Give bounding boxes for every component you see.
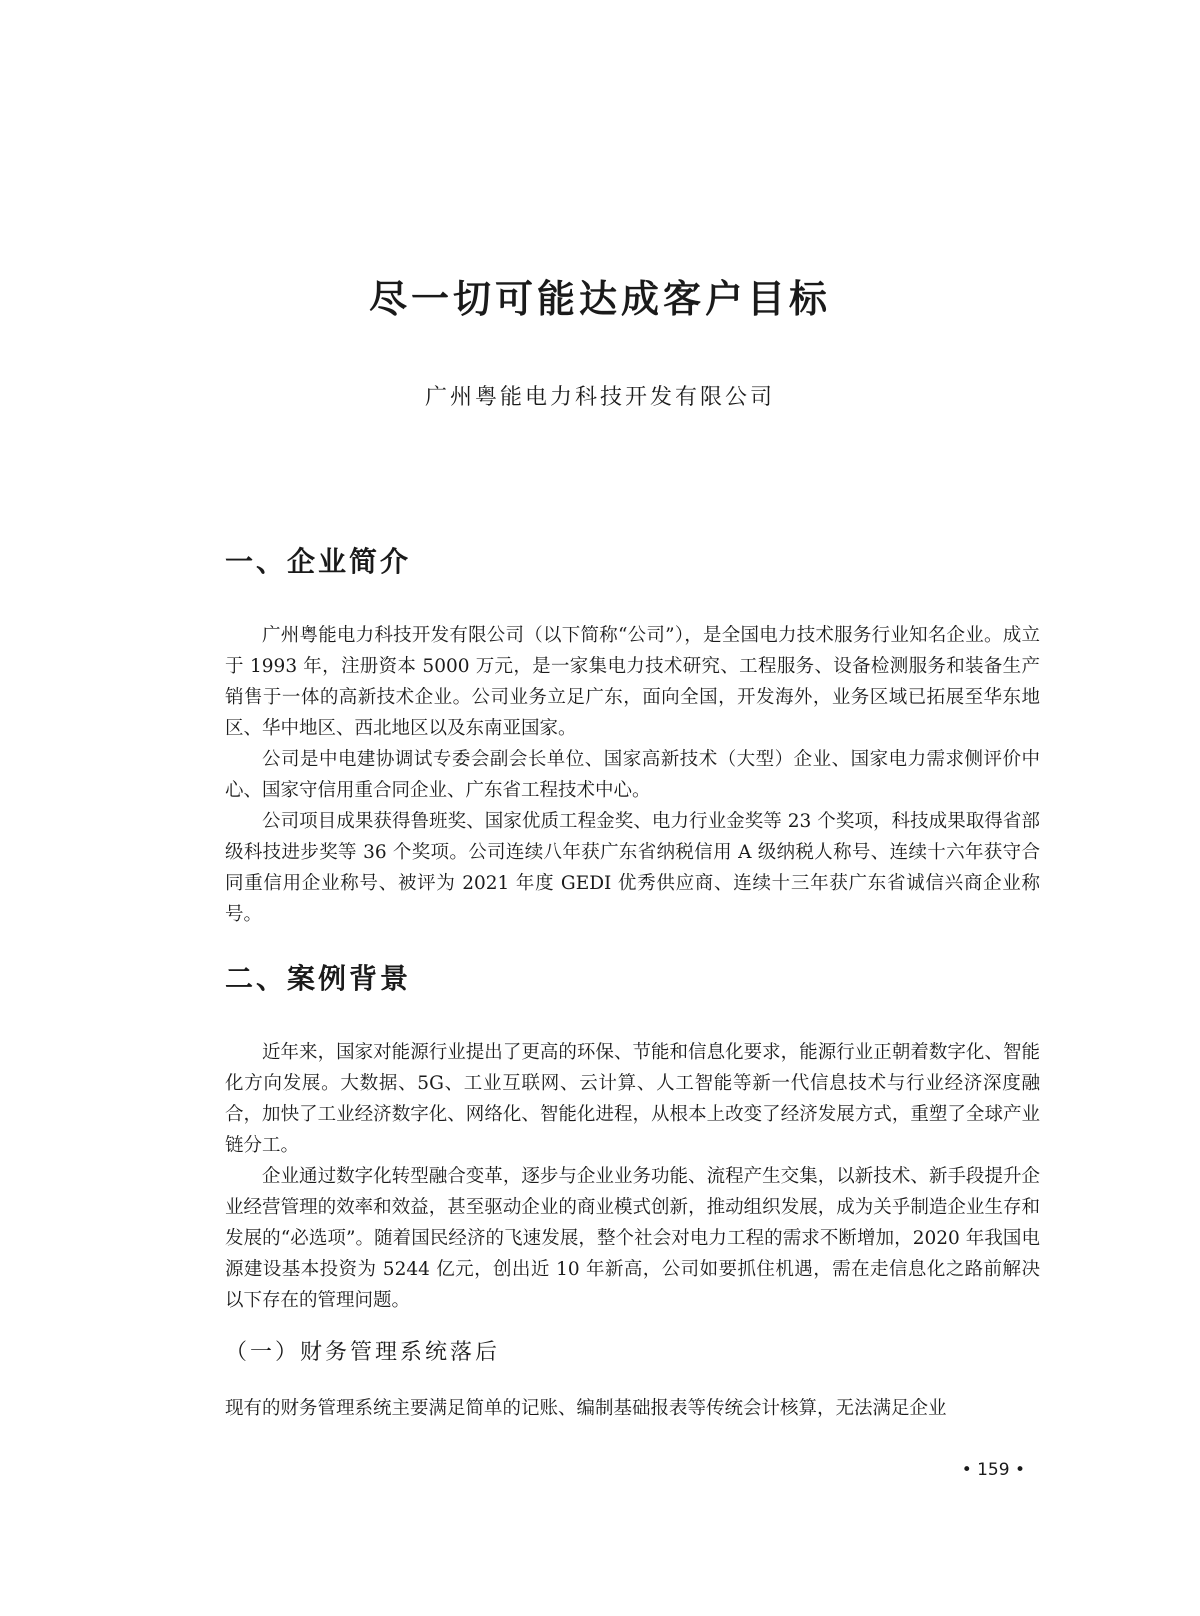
company-name: 广州粤能电力科技开发有限公司: [424, 385, 775, 410]
section-heading-intro: 一、企业简介: [225, 545, 412, 578]
paragraph-intro-2: 公司是中电建协调试专委会副会长单位、国家高新技术（大型）企业、国家电力需求侧评价中心、国家守信用重合同企业、广东省工程技术中心。: [225, 749, 1040, 801]
section-heading-background: 二、案例背景: [225, 962, 412, 995]
paragraph-finance-1: 现有的财务管理系统主要满足简单的记账、编制基础报表等传统会计核算，无法满足企业: [225, 1398, 947, 1419]
page-number: • 159 •: [961, 1460, 1025, 1480]
page-title: 尽一切可能达成客户目标: [368, 277, 831, 321]
paragraph-background-2: 企业通过数字化转型融合变革，逐步与企业业务功能、流程产生交集，以新技术、新手段提升企业经营管理的效率和效益，甚至驱动企业的商业模式创新，推动组织发展，成为关乎制造企业生存和发展的“必选项”。随着国民经济的飞速发展，整个社会对电力工程的需求不断增加，2020 年我国电源建设基本投资为 5244 亿元，创出近 10 年新高，公司如要抓住机遇，需在走信息化之路前解决以下存在的管理问题。: [225, 1166, 1040, 1311]
subsection-heading-finance: （一）财务管理系统落后: [225, 1340, 501, 1365]
paragraph-intro-1: 广州粤能电力科技开发有限公司（以下简称“公司”），是全国电力技术服务行业知名企业。成立于 1993 年，注册资本 5000 万元，是一家集电力技术研究、工程服务、设备检测服务和装备生产销售于一体的高新技术企业。公司业务立足广东，面向全国，开发海外，业务区域已拓展至华东地区、华中地区、西北地区以及东南亚国家。: [225, 625, 1040, 739]
paragraph-intro-3: 公司项目成果获得鲁班奖、国家优质工程金奖、电力行业金奖等 23 个奖项，科技成果取得省部级科技进步奖等 36 个奖项。公司连续八年获广东省纳税信用 A 级纳税人称号、连续十六年获守合同重信用企业称号、被评为 2021 年度 GEDI 优秀供应商、连续十三年获广东省诚信兴商企业称号。: [225, 811, 1040, 925]
paragraph-background-1: 近年来，国家对能源行业提出了更高的环保、节能和信息化要求，能源行业正朝着数字化、智能化方向发展。大数据、5G、工业互联网、云计算、人工智能等新一代信息技术与行业经济深度融合，加快了工业经济数字化、网络化、智能化进程，从根本上改变了经济发展方式，重塑了全球产业链分工。: [225, 1042, 1040, 1156]
